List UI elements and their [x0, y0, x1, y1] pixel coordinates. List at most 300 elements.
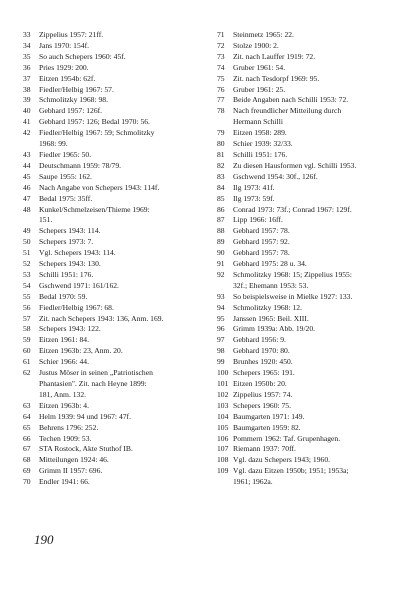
footnote: [23, 444, 198, 455]
footnote: [23, 161, 198, 172]
footnote-text: [39, 237, 198, 248]
footnote-number: 45: [23, 171, 31, 181]
footnote-number: 47: [23, 193, 31, 203]
footnote-number: 93: [217, 291, 225, 301]
footnote: [217, 346, 397, 357]
footnote-line: So auch Schepers 1960: 45f.: [39, 51, 126, 61]
footnote-line: Eitzen 1950b: 20.: [233, 379, 287, 388]
footnote: [217, 226, 397, 237]
footnote-number: 86: [217, 204, 225, 214]
footnote-line: Jans 1970: 154f.: [39, 40, 89, 50]
footnote-text: [233, 95, 397, 106]
footnote-text: [233, 74, 397, 85]
footnote-number: 87: [217, 215, 225, 225]
footnote: [217, 52, 397, 63]
footnote-number: 59: [23, 335, 31, 345]
footnote-line: Grimm II 1957: 696.: [39, 466, 103, 476]
footnote-text: [39, 205, 198, 227]
footnote-number: 46: [23, 182, 31, 192]
footnote-text: [39, 346, 198, 357]
footnote-number: 38: [23, 84, 31, 94]
footnote-number: 37: [23, 73, 31, 83]
footnote-line: 32f.; Ehemann 1953: 53.: [233, 280, 309, 290]
footnote-line: Brunhes 1920: 450.: [233, 357, 293, 367]
footnote: [23, 270, 198, 281]
footnote-line: Eitzen 1963b: 23, Anm. 20.: [39, 346, 123, 356]
footnote-line: Saupe 1955: 162.: [39, 171, 92, 181]
footnote-number: 48: [23, 204, 31, 214]
footnote-line: Fiedler 1965: 50.: [39, 149, 92, 159]
footnote: [217, 106, 397, 128]
footnote: [217, 423, 397, 434]
footnote-text: [39, 172, 198, 183]
footnote-number: 53: [23, 269, 31, 279]
footnote: [23, 52, 198, 63]
footnote: [217, 314, 397, 325]
footnote-text: [39, 41, 198, 52]
footnote-line: Schmolitzky 1968: 12.: [233, 302, 302, 312]
footnote: [217, 466, 397, 488]
footnote: [217, 412, 397, 423]
footnote-text: [39, 95, 198, 106]
footnote-text: [233, 183, 397, 194]
footnote-line: Eitzen 1961: 84.: [39, 335, 89, 345]
footnote-line: Endler 1941: 66.: [39, 477, 90, 487]
footnote-text: [39, 303, 198, 314]
footnote-text: [233, 324, 397, 335]
footnote-number: 95: [217, 313, 225, 323]
footnote-number: 50: [23, 237, 31, 247]
footnote-text: [233, 412, 397, 423]
footnote-text: [233, 30, 397, 41]
footnote-line: Janssen 1965: Beil. XIII.: [233, 313, 309, 323]
footnote-text: [39, 357, 198, 368]
footnote-text: [233, 52, 397, 63]
footnote-line: Justus Möser in seinen „Patriotischen: [39, 368, 153, 378]
footnote-number: 104: [217, 411, 229, 421]
footnote-text: [233, 259, 397, 270]
footnote: [23, 41, 198, 52]
footnote-text: [233, 106, 397, 128]
footnote-text: [39, 85, 198, 96]
footnote-line: Bedal 1970: 59.: [39, 291, 88, 301]
footnote: [23, 74, 198, 85]
footnote-number: 56: [23, 302, 31, 312]
footnote-number: 63: [23, 400, 31, 410]
footnote-text: [233, 161, 397, 172]
footnote-line: Pries 1929: 200.: [39, 62, 89, 72]
footnote-line: Gschwend 1954: 30f., 126f.: [233, 171, 318, 181]
footnote-number: 55: [23, 291, 31, 301]
footnote-line: Fiedler/Helbig 1967: 59; Schmolitzky: [39, 128, 155, 138]
footnote-number: 79: [217, 128, 225, 138]
footnote-line: Mitteilungen 1924: 46.: [39, 455, 109, 465]
footnote-number: 89: [217, 237, 225, 247]
footnote-number: 57: [23, 313, 31, 323]
footnote: [23, 248, 198, 259]
footnote: [217, 292, 397, 303]
footnote-number: 68: [23, 455, 31, 465]
footnote: [217, 85, 397, 96]
footnote: [217, 41, 397, 52]
footnote-number: 35: [23, 51, 31, 61]
footnote-number: 67: [23, 444, 31, 454]
footnote: [23, 434, 198, 445]
footnote-text: [39, 444, 198, 455]
footnote-text: [39, 150, 198, 161]
footnote-text: [233, 292, 397, 303]
footnote-line: Vgl. Schepers 1943: 114.: [39, 248, 116, 258]
footnote-line: Schepers 1943: 130.: [39, 259, 101, 269]
footnote-line: Ilg 1973: 41f.: [233, 182, 275, 192]
footnote-text: [39, 194, 198, 205]
footnote: [23, 85, 198, 96]
footnote: [23, 357, 198, 368]
footnote-line: Schilli 1951: 176.: [39, 269, 94, 279]
footnote: [23, 324, 198, 335]
footnote-number: 60: [23, 346, 31, 356]
footnote: [23, 346, 198, 357]
footnote-text: [233, 41, 397, 52]
footnote: [217, 335, 397, 346]
footnote-text: [39, 314, 198, 325]
footnote: [23, 259, 198, 270]
footnote: [23, 466, 198, 477]
footnote-text: [233, 248, 397, 259]
footnote-number: 42: [23, 128, 31, 138]
footnote-text: [233, 172, 397, 183]
footnote-number: 39: [23, 95, 31, 105]
footnote-number: 82: [217, 160, 225, 170]
footnote-number: 66: [23, 433, 31, 443]
footnote-number: 88: [217, 226, 225, 236]
footnote-number: 49: [23, 226, 31, 236]
footnote-number: 99: [217, 357, 225, 367]
footnote-line: Zippelius 1957: 21ff.: [39, 30, 104, 39]
footnote-line: Gebhard 1975: 28 u. 34.: [233, 259, 307, 269]
footnote-line: Beide Angaben nach Schilli 1953: 72.: [233, 95, 349, 105]
footnote: [23, 150, 198, 161]
footnote-line: Schilli 1951: 176.: [233, 149, 288, 159]
footnote-line: Gebhard 1957: 78.: [233, 226, 290, 236]
footnote-line: Hermann Schilli: [233, 117, 283, 127]
footnote-line: Schepers 1943: 122.: [39, 324, 101, 334]
footnote-number: 94: [217, 302, 225, 312]
footnote: [217, 390, 397, 401]
footnote: [217, 194, 397, 205]
footnote: [217, 150, 397, 161]
footnote-number: 103: [217, 400, 229, 410]
footnote-line: STA Rostock, Akte Stuthof IB.: [39, 444, 133, 454]
footnote-line: Schepers 1973: 7.: [39, 237, 94, 247]
footnote: [217, 63, 397, 74]
footnote-line: Phantasien". Zit. nach Heyne 1899:: [39, 379, 147, 388]
footnote: [23, 63, 198, 74]
footnote-text: [233, 466, 397, 488]
footnote-text: [233, 63, 397, 74]
footnote-line: Eitzen 1958: 289.: [233, 128, 287, 138]
footnote-text: [39, 466, 198, 477]
footnote-number: 70: [23, 477, 31, 487]
footnote-text: [233, 444, 397, 455]
footnote-number: 36: [23, 62, 31, 72]
footnote: [217, 444, 397, 455]
footnote-text: [233, 226, 397, 237]
footnote-line: Baumgarten 1971: 149.: [233, 411, 305, 421]
footnote-line: Riemann 1937: 70ff.: [233, 444, 296, 454]
footnote-line: Conrad 1973: 73f.; Conrad 1967: 129f.: [233, 204, 352, 214]
footnote-line: Behrens 1796: 252.: [39, 422, 99, 432]
footnote-line: Eitzen 1954b: 62f.: [39, 73, 96, 83]
footnote-line: Deutschmann 1959: 78/79.: [39, 160, 122, 170]
footnote-number: 109: [217, 466, 229, 476]
footnote-line: Schepers 1943: 114.: [39, 226, 101, 236]
footnote-number: 78: [217, 106, 225, 116]
footnote-text: [233, 128, 397, 139]
footnote-number: 83: [217, 171, 225, 181]
footnote-text: [233, 205, 397, 216]
footnote-number: 107: [217, 444, 229, 454]
footnote-text: [39, 52, 198, 63]
footnote-text: [39, 401, 198, 412]
footnote-number: 72: [217, 40, 225, 50]
footnote: [217, 434, 397, 445]
footnote: [23, 183, 198, 194]
footnote-number: 76: [217, 84, 225, 94]
footnote-line: Nach freundlicher Mitteilung durch: [233, 106, 342, 116]
footnote: [23, 194, 198, 205]
footnote-number: 61: [23, 357, 31, 367]
footnote-line: Fiedler/Helbig 1967: 57.: [39, 84, 114, 94]
footnote: [217, 74, 397, 85]
footnote-number: 65: [23, 422, 31, 432]
footnote-text: [39, 183, 198, 194]
footnote-text: [39, 128, 198, 150]
footnote-number: 81: [217, 149, 225, 159]
footnote: [23, 226, 198, 237]
footnote-number: 52: [23, 259, 31, 269]
footnote-line: Helm 1939: 94 und 1967: 47f.: [39, 411, 131, 421]
footnote-text: [233, 215, 397, 226]
footnote-text: [39, 324, 198, 335]
footnote-text: [233, 194, 397, 205]
footnote-line: Baumgarten 1959: 82.: [233, 422, 301, 432]
footnote-text: [233, 434, 397, 445]
footnote-line: Schepers 1960: 75.: [233, 400, 291, 410]
footnote-text: [233, 270, 397, 292]
footnote-number: 44: [23, 160, 31, 170]
footnote-line: Gebhard 1957: 126f.: [39, 106, 103, 116]
footnote-number: 71: [217, 30, 225, 39]
footnote: [217, 324, 397, 335]
footnote-text: [39, 226, 198, 237]
footnote-text: [39, 117, 198, 128]
footnote-number: 91: [217, 259, 225, 269]
footnote-line: Eitzen 1963b: 4.: [39, 400, 89, 410]
footnote-text: [39, 161, 198, 172]
notes-column-left: [23, 30, 198, 488]
footnote-text: [39, 281, 198, 292]
footnote-text: [39, 292, 198, 303]
footnote: [23, 30, 198, 41]
footnote-line: Gebhard 1957: 78.: [233, 248, 290, 258]
footnote-number: 108: [217, 455, 229, 465]
footnote-number: 77: [217, 95, 225, 105]
footnote-number: 75: [217, 73, 225, 83]
footnote-number: 90: [217, 248, 225, 258]
footnote-text: [39, 248, 198, 259]
footnote-line: Ilg 1973: 59f.: [233, 193, 275, 203]
footnote-line: Schier 1966: 44.: [39, 357, 89, 367]
footnote-number: 62: [23, 368, 31, 378]
footnote: [217, 139, 397, 150]
footnote-line: 1968: 99.: [39, 139, 68, 149]
page-number: 190: [34, 532, 54, 547]
footnote-text: [39, 259, 198, 270]
footnote-number: 40: [23, 106, 31, 116]
footnote-text: [233, 150, 397, 161]
footnote-number: 98: [217, 346, 225, 356]
footnote-number: 100: [217, 368, 229, 378]
footnote-line: Kunkel/Schmelzeisen/Thieme 1969:: [39, 204, 150, 214]
footnote: [217, 30, 397, 41]
footnote: [217, 161, 397, 172]
footnote-text: [39, 106, 198, 117]
footnote-text: [39, 412, 198, 423]
footnote-line: Gebhard 1970: 80.: [233, 346, 290, 356]
footnote-text: [233, 455, 397, 466]
footnote-number: 92: [217, 269, 225, 279]
footnote-line: 1961; 1962a.: [233, 477, 273, 487]
footnote: [23, 117, 198, 128]
footnote-number: 97: [217, 335, 225, 345]
footnote: [23, 314, 198, 325]
footnote-text: [39, 368, 198, 401]
footnote-text: [233, 401, 397, 412]
footnote: [23, 106, 198, 117]
footnote-text: [39, 423, 198, 434]
footnote-number: 41: [23, 117, 31, 127]
footnote-number: 58: [23, 324, 31, 334]
footnote-number: 80: [217, 139, 225, 149]
footnote-text: [233, 368, 397, 379]
footnote-number: 96: [217, 324, 225, 334]
footnote: [23, 401, 198, 412]
footnote-line: Schmolitzky 1968: 15; Zippelius 1955:: [233, 269, 352, 279]
footnote: [23, 303, 198, 314]
footnote-number: 51: [23, 248, 31, 258]
footnote-text: [39, 477, 198, 488]
footnote: [217, 205, 397, 216]
footnote: [217, 401, 397, 412]
notes-column-right: [217, 30, 397, 488]
footnote-number: 74: [217, 62, 225, 72]
footnote: [23, 95, 198, 106]
footnote-line: Zu diesen Hausformen vgl. Schilli 1953.: [233, 160, 357, 170]
footnote-line: Schier 1939: 32/33.: [233, 139, 293, 149]
footnote-text: [39, 30, 198, 41]
footnote: [217, 357, 397, 368]
footnote-number: 84: [217, 182, 225, 192]
footnote-line: Schmolitzky 1968: 98.: [39, 95, 108, 105]
footnote-line: Lipp 1966: 16ff.: [233, 215, 283, 225]
footnote-number: 54: [23, 280, 31, 290]
footnote-text: [233, 303, 397, 314]
footnote-number: 101: [217, 379, 229, 388]
footnote-text: [39, 270, 198, 281]
footnote-line: 181, Anm. 132.: [39, 389, 87, 399]
footnote: [217, 379, 397, 390]
footnote-text: [233, 357, 397, 368]
footnote: [217, 237, 397, 248]
footnote-text: [233, 390, 397, 401]
footnote: [23, 412, 198, 423]
footnote-line: Steinmetz 1965: 22.: [233, 30, 294, 39]
footnote-line: Gschwend 1971: 161/162.: [39, 280, 119, 290]
footnote-line: Bedal 1975: 35ff.: [39, 193, 93, 203]
footnote-number: 69: [23, 466, 31, 476]
footnote-text: [233, 379, 397, 390]
footnote-number: 34: [23, 40, 31, 50]
footnote-line: Nach Angabe von Schepers 1943: 114f.: [39, 182, 160, 192]
footnote-text: [39, 434, 198, 445]
footnote-line: Gruber 1961: 54.: [233, 62, 286, 72]
footnote: [23, 237, 198, 248]
footnote: [23, 292, 198, 303]
footnote-number: 64: [23, 411, 31, 421]
footnote: [217, 172, 397, 183]
footnote-number: 43: [23, 149, 31, 159]
footnote-line: Schepers 1965: 191.: [233, 368, 295, 378]
footnote: [23, 477, 198, 488]
footnote: [217, 95, 397, 106]
footnote-text: [39, 335, 198, 346]
footnote-text: [39, 74, 198, 85]
footnote-line: Zippelius 1957: 74.: [233, 389, 293, 399]
footnote-number: 33: [23, 30, 31, 39]
footnote-number: 106: [217, 433, 229, 443]
footnote-line: Techen 1909: 53.: [39, 433, 92, 443]
footnote-text: [233, 139, 397, 150]
footnote-line: Fiedler/Helbig 1967: 68.: [39, 302, 114, 312]
footnote-line: Gebhard 1956: 9.: [233, 335, 286, 345]
footnote-text: [233, 335, 397, 346]
footnote-line: Zit. nach Schepers 1943: 136, Anm. 169.: [39, 313, 164, 323]
footnote: [23, 172, 198, 183]
footnote-text: [233, 85, 397, 96]
footnote: [217, 270, 397, 292]
footnote: [217, 455, 397, 466]
footnote: [217, 259, 397, 270]
footnote: [217, 248, 397, 259]
footnote: [23, 128, 198, 150]
footnote-line: Gruber 1961: 25.: [233, 84, 286, 94]
footnote: [23, 368, 198, 401]
footnote-line: Grimm 1939a: Abb. 19/20.: [233, 324, 316, 334]
footnote: [23, 423, 198, 434]
footnote-line: 151.: [39, 215, 53, 225]
footnote: [217, 303, 397, 314]
footnote-text: [233, 314, 397, 325]
footnote-line: Zit. nach Tesdorpf 1969: 95.: [233, 73, 320, 83]
footnote-line: Gebhard 1957: 92.: [233, 237, 290, 247]
footnote-line: Gebhard 1957: 126; Bedal 1970: 56.: [39, 117, 150, 127]
footnote-line: Stolze 1900: 2.: [233, 40, 279, 50]
footnote-line: So beispielsweise in Mielke 1927: 133.: [233, 291, 353, 301]
footnote-line: Vgl. dazu Schepers 1943; 1960.: [233, 455, 331, 465]
footnote-text: [39, 455, 198, 466]
footnote-line: Vgl. dazu Eitzen 1950b; 1951; 1953a;: [233, 466, 349, 476]
